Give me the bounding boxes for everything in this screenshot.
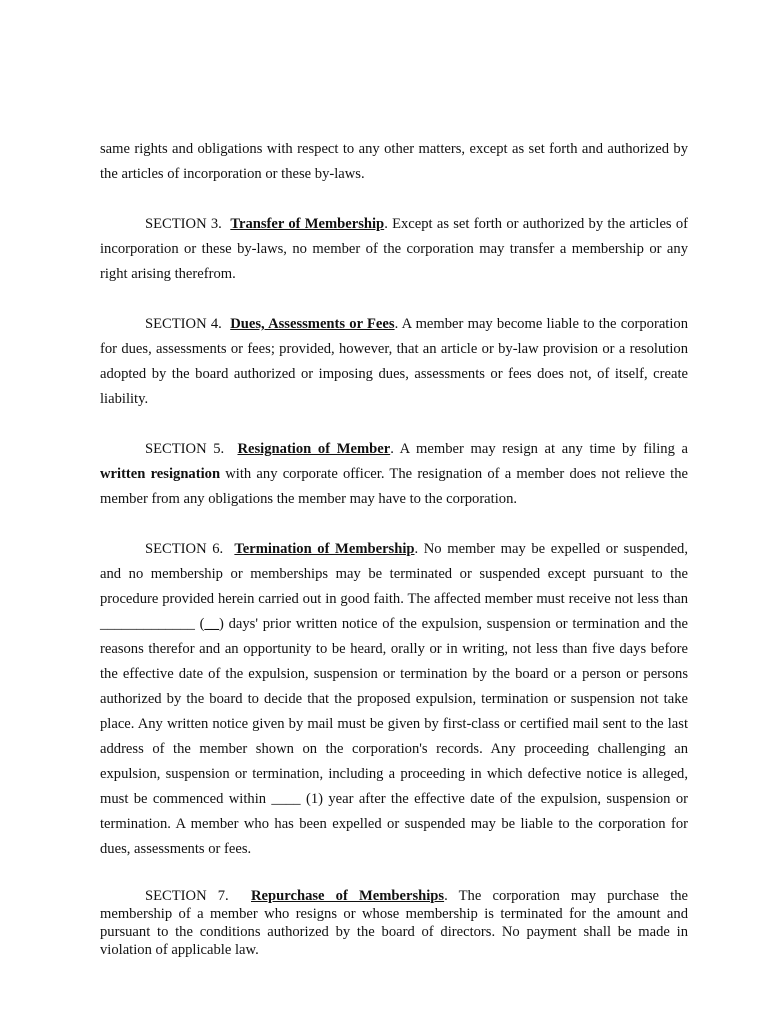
- section-7-text: . The corporation may purchase the membership of a member who resigns or whose membership is terminated for the amount and pursuant to the conditions authorized by the board of directors. No payment shall be made in violation of applicable law.: [100, 888, 689, 958]
- document-page: [100, 137, 688, 984]
- section-5-label: SECTION 5.: [145, 441, 225, 457]
- section-4-label: SECTION 4.: [145, 316, 222, 332]
- section-7-title: Repurchase of Memberships: [251, 888, 445, 904]
- section-7-label: SECTION 7.: [145, 888, 229, 904]
- section-6-blank-paren: __: [204, 616, 220, 632]
- intro-paragraph: [100, 137, 688, 187]
- section-5-text-b: with any corporate officer. The resignation of a member does not relieve the member from any obligations the member may have to the corporation.: [100, 466, 688, 507]
- section-6-label: SECTION 6.: [145, 541, 224, 557]
- section-5-paragraph: [100, 437, 688, 512]
- section-3-text: . Except as set forth or authorized by the articles of incorporation or these by-laws, no member of the corporation may transfer a membership or any right arising therefrom.: [100, 216, 689, 282]
- section-6-paragraph: [100, 537, 688, 862]
- section-5-title: Resignation of Member: [237, 441, 391, 457]
- section-6-title: Termination of Membership: [234, 541, 415, 557]
- section-5-text-a: . A member may resign at any time by filing a: [390, 441, 688, 457]
- section-4-paragraph: [100, 312, 688, 412]
- section-6-text-a: . No member may be expelled or suspended, and no membership or memberships may be terminated or suspended except pursuant to the procedure provided herein carried out in good faith. The affected member must receive not less than _____________ (: [100, 541, 688, 632]
- section-5-bold-text: written resignation: [100, 466, 221, 482]
- section-3-title: Transfer of Membership: [230, 216, 385, 232]
- section-7-paragraph: [100, 887, 688, 959]
- intro-text: same rights and obligations with respect to any other matters, except as set forth and authorized by the articles of incorporation or these by-laws.: [100, 141, 688, 182]
- section-4-text: . A member may become liable to the corporation for dues, assessments or fees; provided, however, that an article or by-law provision or a resolution adopted by the board authorized or imposing dues, assessments or fees does not, of itself, create liability.: [100, 316, 689, 407]
- section-3-label: SECTION 3.: [145, 216, 222, 232]
- section-6-text-b: ) days' prior written notice of the expulsion, suspension or termination and the reasons therefor and an opportunity to be heard, orally or in writing, not less than five days before the effective date of the expulsion, suspension or termination by the board or a person or persons authorized by the board to decide that the proposed expulsion, termination or suspension not take place. Any written notice given by mail must be given by first-class or certified mail sent to the last address of the member shown on the corporation's records. Any proceeding challenging an expulsion, suspension or termination, including a proceeding in which defective notice is alleged, must be commenced within ____ (1) year after the effective date of the expulsion, suspension or termination. A member who has been expelled or suspended may be liable to the corporation for dues, assessments or fees.: [100, 616, 688, 857]
- section-3-paragraph: [100, 212, 688, 287]
- section-4-title: Dues, Assessments or Fees: [230, 316, 395, 332]
